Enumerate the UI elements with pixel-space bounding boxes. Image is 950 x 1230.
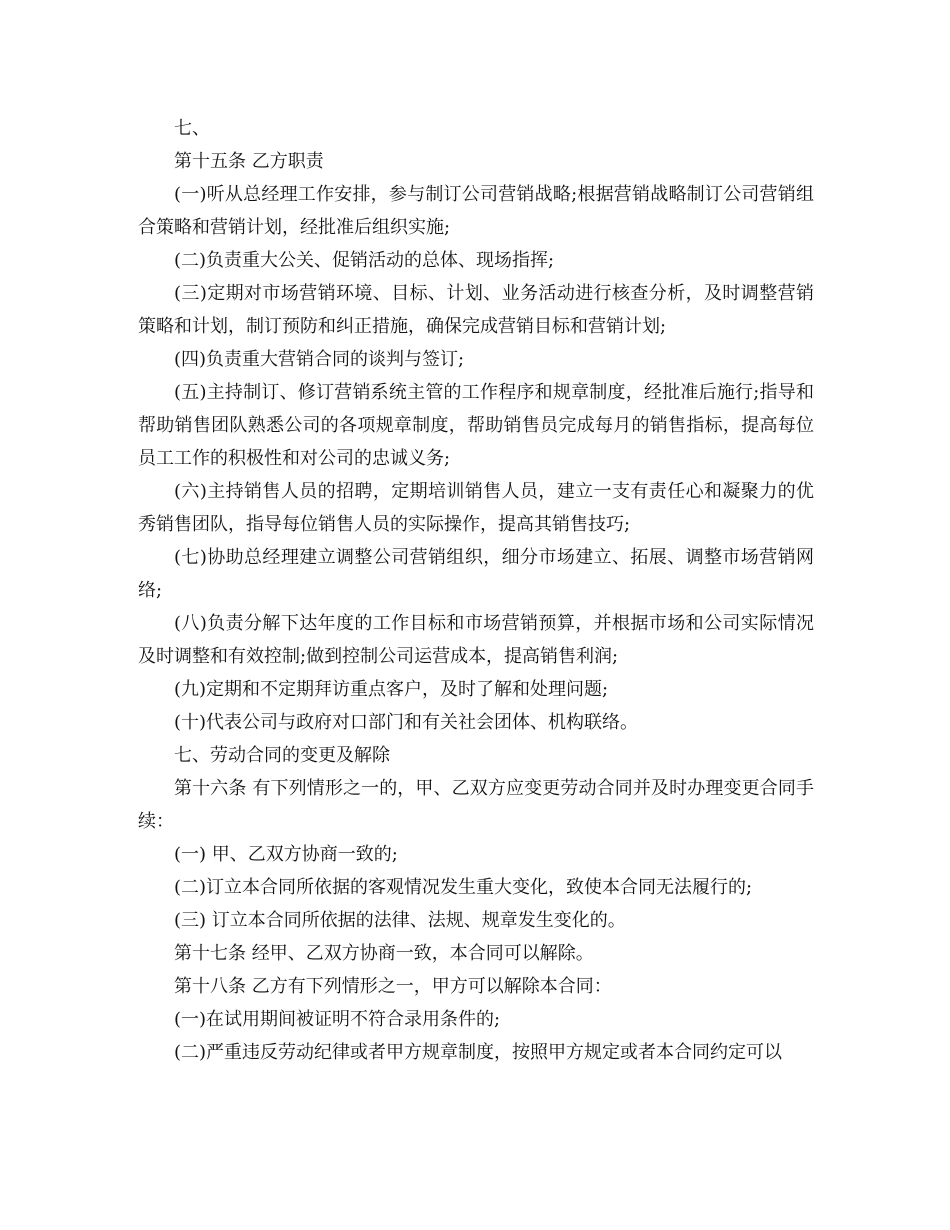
article-15-item-4: (四)负责重大营销合同的谈判与签订;: [174, 349, 465, 370]
article-16-item-2: (二)订立本合同所依据的客观情况发生重大变化，致使本合同无法履行的;: [174, 877, 753, 898]
article-16-item-1: (一) 甲、乙双方协商一致的;: [174, 844, 398, 865]
article-15-item-6: (六)主持销售人员的招聘，定期培训销售人员，建立一支有责任心和凝聚力的优秀销售团队，指导每位销售人员的实际操作，提高其销售技巧;: [138, 481, 814, 535]
article-15-item-1: (一)听从总经理工作安排，参与制订公司营销战略;根据营销战略制订公司营销组合策略和营销计划，经批准后组织实施;: [138, 184, 814, 238]
article-16-text: 第十六条 有下列情形之一的，甲、乙双方应变更劳动合同并及时办理变更合同手续：: [138, 778, 814, 832]
article-18-item-2: (二)严重违反劳动纪律或者甲方规章制度，按照甲方规定或者本合同约定可以: [174, 1042, 783, 1063]
section-heading-contract-change: 七、劳动合同的变更及解除: [174, 745, 390, 766]
article-17-text: 第十七条 经甲、乙双方协商一致，本合同可以解除。: [174, 943, 594, 964]
article-15-item-10: (十)代表公司与政府对口部门和有关社会团体、机构联络。: [174, 712, 639, 733]
article-15-item-5: (五)主持制订、修订营销系统主管的工作程序和规章制度，经批准后施行;指导和帮助销售团队熟悉公司的各项规章制度，帮助销售员完成每月的销售指标，提高每位员工工作的积极性和对公司的忠诚义务;: [138, 382, 814, 469]
article-18-item-1: (一)在试用期间被证明不符合录用条件的;: [174, 1009, 501, 1030]
article-16-item-3: (三) 订立本合同所依据的法律、法规、规章发生变化的。: [174, 910, 626, 931]
article-15-item-7: (七)协助总经理建立调整公司营销组织，细分市场建立、拓展、调整市场营销网络;: [138, 547, 814, 601]
article-15-item-9: (九)定期和不定期拜访重点客户，及时了解和处理问题;: [174, 679, 609, 700]
article-15-title: 第十五条 乙方职责: [174, 151, 324, 172]
article-15-item-8: (八)负责分解下达年度的工作目标和市场营销预算，并根据市场和公司实际情况及时调整和有效控制;做到控制公司运营成本，提高销售利润;: [138, 613, 814, 667]
paragraph-heading-seven: 七、: [174, 118, 210, 139]
article-15-item-3: (三)定期对市场营销环境、目标、计划、业务活动进行核查分析，及时调整营销策略和计划，制订预防和纠正措施，确保完成营销目标和营销计划;: [138, 283, 814, 337]
article-18-text: 第十八条 乙方有下列情形之一，甲方可以解除本合同：: [174, 976, 612, 997]
document-body: [138, 112, 814, 1069]
article-15-item-2: (二)负责重大公关、促销活动的总体、现场指挥;: [174, 250, 555, 271]
